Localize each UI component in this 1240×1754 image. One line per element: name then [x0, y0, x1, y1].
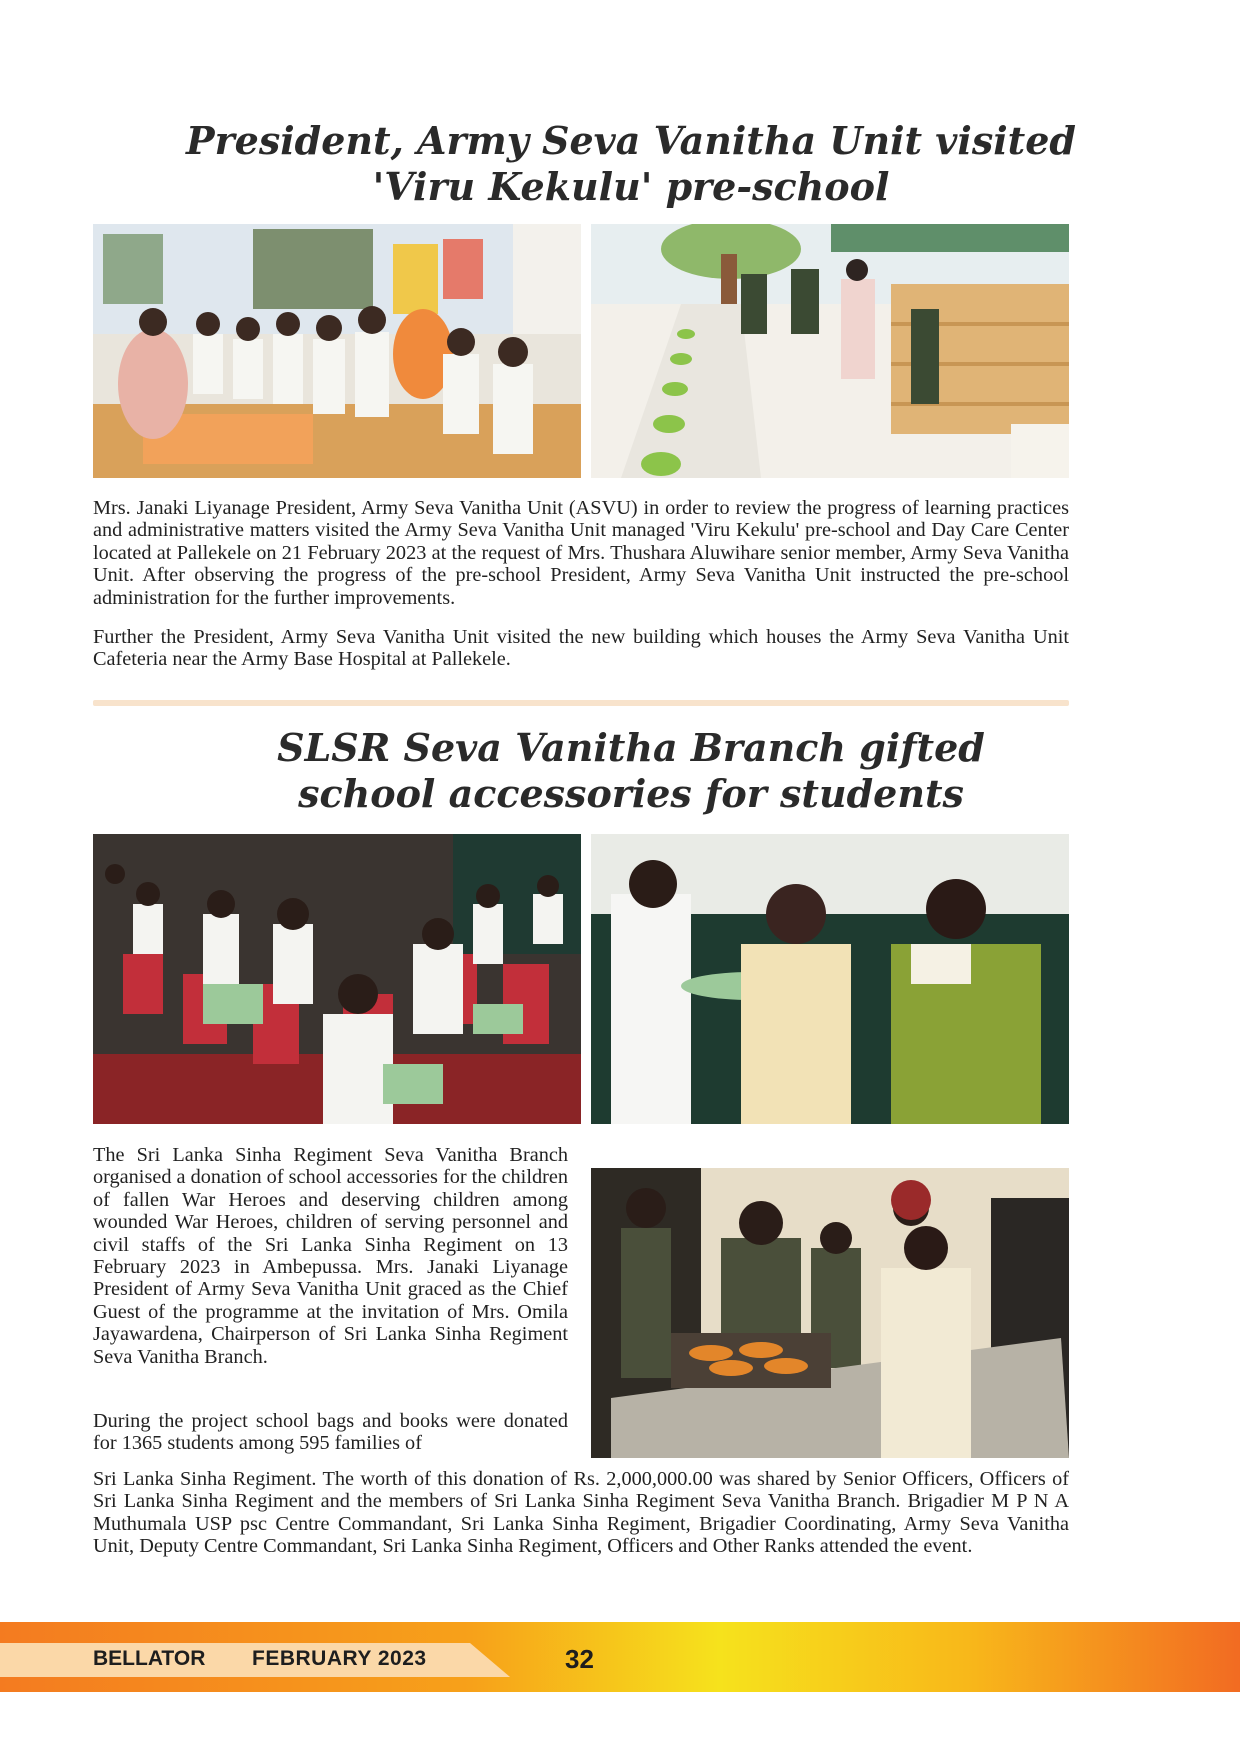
- article-1-title: [93, 118, 1169, 210]
- photo-gift-presentation: [591, 834, 1069, 1124]
- article-2-title-line-2: school accessories for students: [298, 771, 964, 816]
- article-2-title: [93, 725, 1169, 817]
- section-divider: [93, 700, 1069, 706]
- article-2-title-line-1: SLSR Seva Vanitha Branch gifted: [277, 725, 985, 770]
- article-1-title-line-2: 'Viru Kekulu' pre-school: [372, 164, 890, 209]
- article-2-paragraph-3: Sri Lanka Sinha Regiment. The worth of this donation of Rs. 2,000,000.00 was shared by Senior Officers, Officers of Sri Lanka Sinha Regiment and the members of Sri Lanka Sinha Regiment Seva Vanitha Branch. Brigadier M P N A Muthumala USP psc Centre Commandant, Sri Lanka Sinha Regiment, Brigadier Coordinating, Army Seva Vanitha Unit, Deputy Centre Commandant, Sri Lanka Sinha Regiment, Officers and Other Ranks attended the event.: [93, 1468, 1069, 1558]
- footer-issue-date: FEBRUARY 2023: [252, 1647, 427, 1670]
- article-1-paragraph-1: Mrs. Janaki Liyanage President, Army Seva Vanitha Unit (ASVU) in order to review the progress of learning practices and administrative matters visited the Army Seva Vanitha Unit managed 'Viru Kekulu' pre-school and Day Care Center located at Pallekele on 21 February 2023 at the request of Mrs. Thushara Aluwihare senior member, Army Seva Vanitha Unit. After observing the progress of the pre-school President, Army Seva Vanitha Unit instructed the pre-school administration for the further improvements.: [93, 497, 1069, 609]
- photo-kitchen-inspection: [591, 1168, 1069, 1458]
- photo-classroom-children: [93, 224, 581, 478]
- page-number: 32: [565, 1644, 594, 1674]
- article-2-paragraph-2: During the project school bags and books were donated for 1365 students among 595 families of: [93, 1410, 568, 1455]
- article-2-paragraph-1: The Sri Lanka Sinha Regiment Seva Vanitha Branch organised a donation of school accessories for the children of fallen War Heroes and deserving children among wounded War Heroes, children of serving personnel and civil staffs of the Sri Lanka Sinha Regiment on 13 February 2023 in Ambepussa. Mrs. Janaki Liyanage President of Army Seva Vanitha Unit graced as the Chief Guest of the programme at the invitation of Mrs. Omila Jayawardena, Chairperson of Sri Lanka Sinha Regiment Seva Vanitha Branch.: [93, 1144, 568, 1368]
- photo-daycare-dormitory: [591, 224, 1069, 478]
- photo-students-auditorium: [93, 834, 581, 1124]
- article-1-paragraph-2: Further the President, Army Seva Vanitha Unit visited the new building which houses the Army Seva Vanitha Unit Cafeteria near the Army Base Hospital at Pallekele.: [93, 626, 1069, 671]
- article-1-title-line-1: President, Army Seva Vanitha Unit visited: [186, 118, 1076, 163]
- footer-publication: BELLATOR: [93, 1647, 206, 1670]
